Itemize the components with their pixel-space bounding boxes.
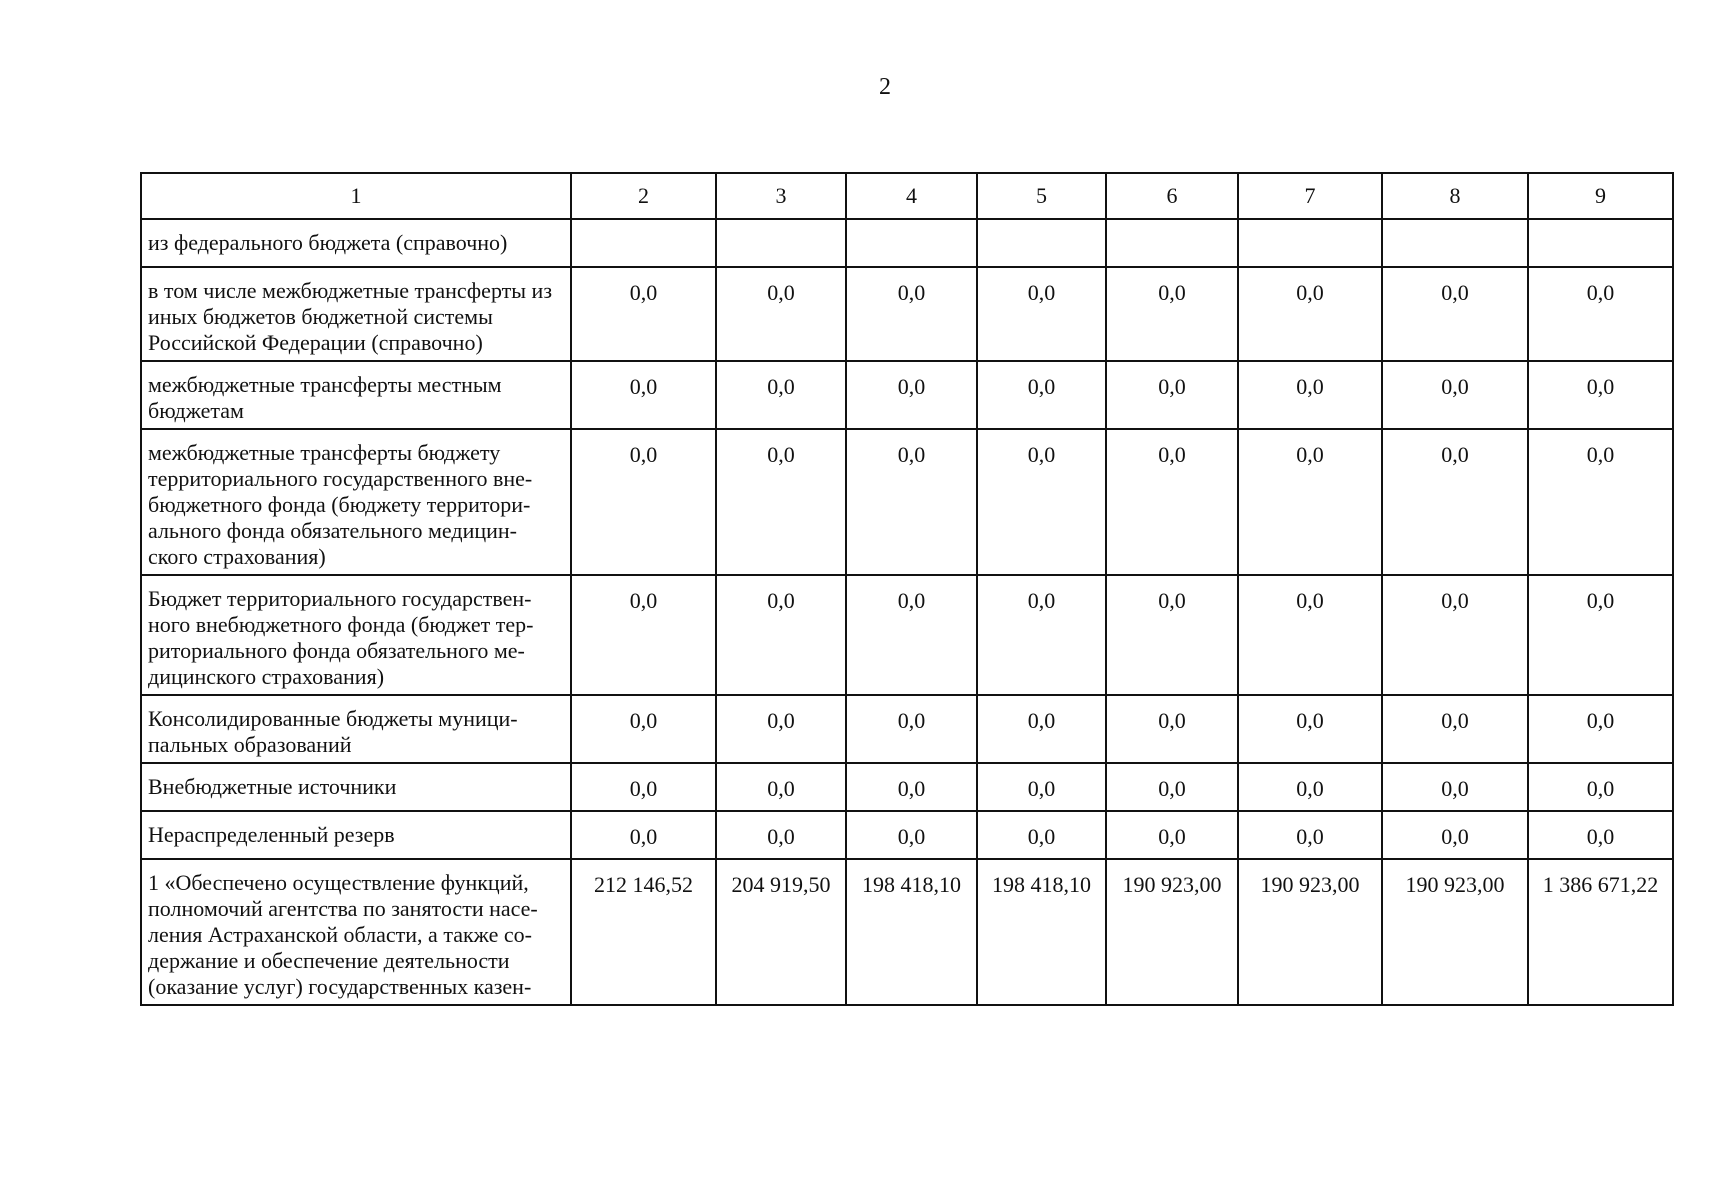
table-cell: 0,0 (716, 575, 846, 695)
page-number: 2 (879, 74, 891, 100)
table-cell: 0,0 (1528, 695, 1673, 763)
table-cell: 0,0 (846, 763, 977, 811)
column-header: 6 (1106, 173, 1238, 219)
table-cell: 0,0 (846, 695, 977, 763)
table-cell: 0,0 (846, 575, 977, 695)
table-cell: 0,0 (1528, 575, 1673, 695)
table-cell: 0,0 (716, 267, 846, 361)
table-cell: 0,0 (1106, 575, 1238, 695)
table-cell: 0,0 (571, 811, 716, 859)
budget-table (140, 172, 1674, 1006)
table-cell: 0,0 (977, 267, 1106, 361)
table-cell: 0,0 (1238, 267, 1382, 361)
table-row (141, 811, 1673, 859)
table-cell: 198 418,10 (977, 859, 1106, 1005)
table-cell: 0,0 (1106, 429, 1238, 575)
row-label: 1 «Обеспечено осуществление функций, полномочий агентства по занятости насе-ления Астраханской области, а также со-держание и обеспечение деятельности (оказание услуг) государственных казен- (141, 859, 571, 1005)
table-cell (571, 219, 716, 267)
table-cell: 0,0 (571, 695, 716, 763)
table-cell: 0,0 (977, 695, 1106, 763)
table-cell: 0,0 (1528, 763, 1673, 811)
column-header: 4 (846, 173, 977, 219)
table-cell: 0,0 (1528, 811, 1673, 859)
row-label: межбюджетные трансферты бюджету территориального государственного вне-бюджетного фонда (бюджету территори-ального фонда обязательного медицин-ского страхования) (141, 429, 571, 575)
table-cell: 0,0 (571, 763, 716, 811)
table-cell: 0,0 (1382, 811, 1528, 859)
table-row (141, 763, 1673, 811)
table-cell: 0,0 (846, 361, 977, 429)
table-cell: 0,0 (977, 811, 1106, 859)
table-cell: 0,0 (1382, 429, 1528, 575)
table-cell: 0,0 (1528, 429, 1673, 575)
table-cell: 198 418,10 (846, 859, 977, 1005)
table-cell: 0,0 (1528, 267, 1673, 361)
table-cell: 0,0 (1106, 361, 1238, 429)
row-label: межбюджетные трансферты местным бюджетам (141, 361, 571, 429)
table-cell: 1 386 671,22 (1528, 859, 1673, 1005)
table-cell: 0,0 (1382, 575, 1528, 695)
column-header: 9 (1528, 173, 1673, 219)
table-row (141, 267, 1673, 361)
table-row (141, 859, 1673, 1005)
column-header: 8 (1382, 173, 1528, 219)
table-cell: 0,0 (1106, 695, 1238, 763)
table-cell: 0,0 (977, 763, 1106, 811)
table-cell: 0,0 (571, 575, 716, 695)
table-cell: 0,0 (1106, 267, 1238, 361)
table-cell (1382, 219, 1528, 267)
table-cell: 0,0 (1238, 695, 1382, 763)
table-cell: 0,0 (846, 811, 977, 859)
table-cell: 0,0 (1238, 429, 1382, 575)
table-cell (846, 219, 977, 267)
table-cell: 0,0 (716, 763, 846, 811)
table-cell: 0,0 (716, 361, 846, 429)
table-cell: 0,0 (1238, 361, 1382, 429)
table-row (141, 361, 1673, 429)
column-header: 5 (977, 173, 1106, 219)
row-label: из федерального бюджета (справочно) (141, 219, 571, 267)
column-header: 7 (1238, 173, 1382, 219)
table-cell: 0,0 (1528, 361, 1673, 429)
table-cell (1238, 219, 1382, 267)
row-label: Внебюджетные источники (141, 763, 571, 811)
column-header: 1 (141, 173, 571, 219)
table-row (141, 575, 1673, 695)
table-cell: 212 146,52 (571, 859, 716, 1005)
table-cell (977, 219, 1106, 267)
table-cell: 0,0 (1238, 575, 1382, 695)
table-cell (1528, 219, 1673, 267)
row-label: Бюджет территориального государствен-ного внебюджетного фонда (бюджет тер-риториального фонда обязательного ме-дицинского страхования) (141, 575, 571, 695)
header-row (141, 173, 1673, 219)
table-row (141, 429, 1673, 575)
table-cell: 0,0 (977, 429, 1106, 575)
table-cell: 190 923,00 (1238, 859, 1382, 1005)
table-cell: 204 919,50 (716, 859, 846, 1005)
table-cell: 0,0 (977, 575, 1106, 695)
table-cell (716, 219, 846, 267)
table-cell: 0,0 (846, 429, 977, 575)
table-cell: 0,0 (1382, 695, 1528, 763)
table-cell (1106, 219, 1238, 267)
table-cell: 0,0 (571, 429, 716, 575)
table-body (141, 219, 1673, 1005)
table-cell: 190 923,00 (1106, 859, 1238, 1005)
table-cell: 0,0 (1382, 361, 1528, 429)
table-cell: 0,0 (1238, 763, 1382, 811)
row-label: Нераспределенный резерв (141, 811, 571, 859)
table-cell: 0,0 (571, 361, 716, 429)
table-cell: 0,0 (571, 267, 716, 361)
table-cell: 0,0 (716, 695, 846, 763)
table-cell: 0,0 (1382, 267, 1528, 361)
table-row (141, 219, 1673, 267)
row-label: Консолидированные бюджеты муници-пальных образований (141, 695, 571, 763)
column-header: 2 (571, 173, 716, 219)
table-cell: 0,0 (1382, 763, 1528, 811)
table-cell: 0,0 (1106, 763, 1238, 811)
row-label: в том числе межбюджетные трансферты из иных бюджетов бюджетной системы Российской Федерации (справочно) (141, 267, 571, 361)
table-row (141, 695, 1673, 763)
table-cell: 190 923,00 (1382, 859, 1528, 1005)
table-cell: 0,0 (846, 267, 977, 361)
table-cell: 0,0 (1106, 811, 1238, 859)
table-cell: 0,0 (716, 811, 846, 859)
table-cell: 0,0 (716, 429, 846, 575)
table-cell: 0,0 (977, 361, 1106, 429)
column-header: 3 (716, 173, 846, 219)
table-cell: 0,0 (1238, 811, 1382, 859)
